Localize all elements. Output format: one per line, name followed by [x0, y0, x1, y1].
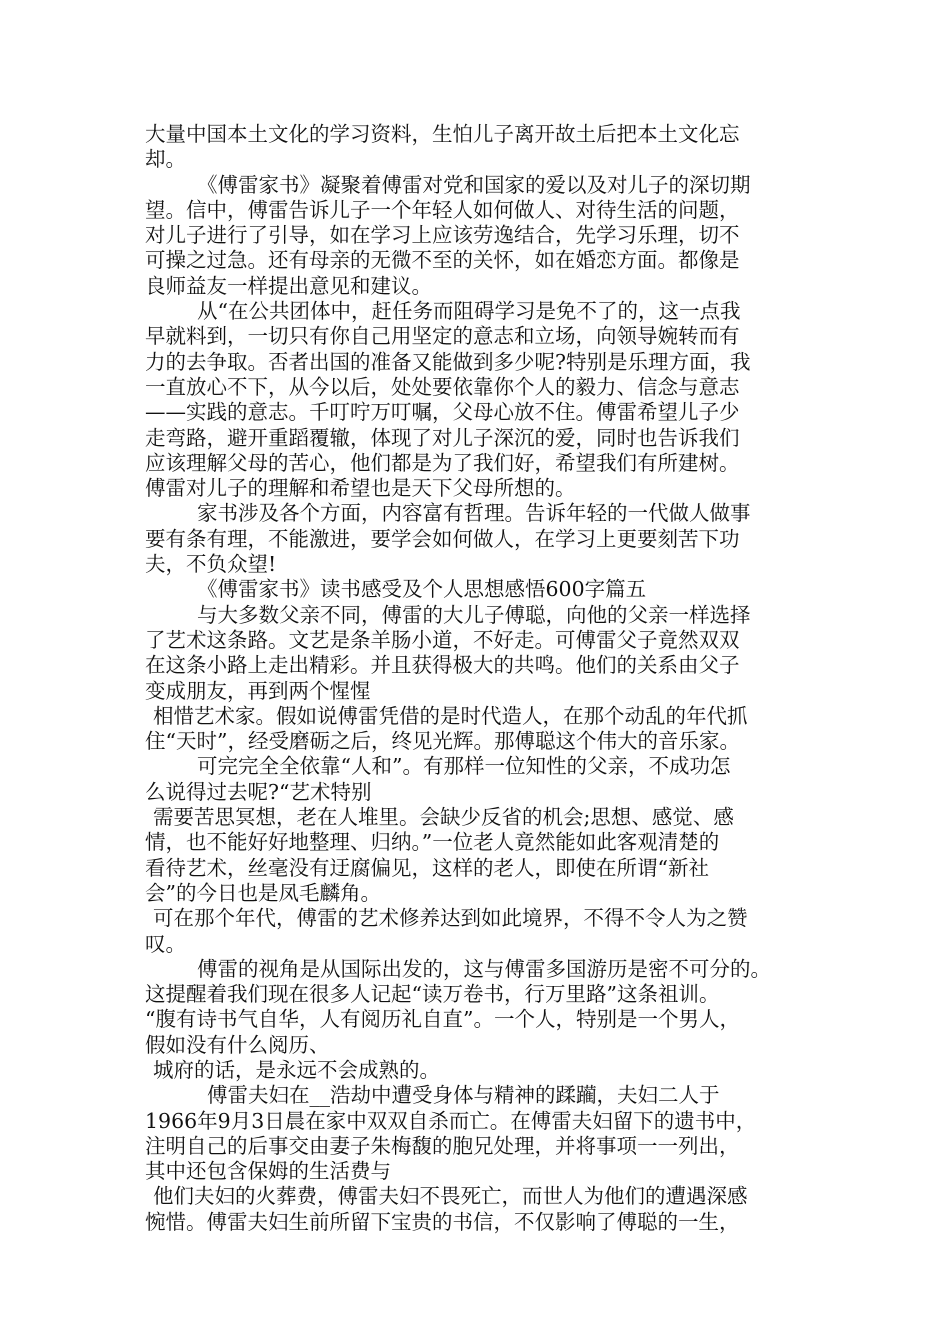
text-line: 傅雷对儿子的理解和希望也是天下父母所想的。 — [145, 476, 576, 501]
text-line: 这提醒着我们现在很多人记起“读万卷书，行万里路”这条祖训。 — [145, 982, 720, 1007]
text-line: 夫，不负众望! — [145, 552, 277, 577]
text-line: 可在那个年代，傅雷的艺术修养达到如此境界，不得不令人为之赞 — [153, 906, 748, 931]
text-line: 早就料到，一切只有你自己用坚定的意志和立场，向领导婉转而有 — [145, 324, 740, 349]
text-line: 却。 — [145, 147, 186, 172]
text-line: 假如没有什么阅历、 — [145, 1032, 330, 1057]
text-line: 注明自己的后事交由妻子朱梅馥的胞兄处理，并将事项一一列出， — [145, 1133, 740, 1158]
text-line: 力的去争取。否者出国的准备又能做到多少呢?特别是乐理方面，我 — [145, 349, 751, 374]
text-line: 大量中国本土文化的学习资料，生怕儿子离开故土后把本土文化忘 — [145, 122, 740, 146]
text-line: 望。信中，傅雷告诉儿子一个年轻人如何做人、对待生活的问题， — [145, 197, 740, 222]
text-line: 走弯路，避开重蹈覆辙，体现了对儿子深沉的爱，同时也告诉我们 — [145, 425, 740, 450]
text-line: 看待艺术，丝毫没有迂腐偏见，这样的老人，即使在所谓“新社 — [145, 855, 709, 880]
text-line: 相惜艺术家。假如说傅雷凭借的是时代造人，在那个动乱的年代抓 — [153, 703, 748, 728]
text-line: 应该理解父母的苦心，他们都是为了我们好，希望我们有所建树。 — [145, 450, 740, 475]
text-line: 其中还包含保姆的生活费与 — [145, 1159, 391, 1184]
text-line: 他们夫妇的火葬费，傅雷夫妇不畏死亡，而世人为他们的遭遇深感 — [153, 1184, 748, 1209]
text-line: 变成朋友，再到两个惺惺 — [145, 678, 371, 703]
paragraph-start: 从“在公共团体中，赶任务而阻碍学习是免不了的，这一点我 — [197, 299, 741, 324]
text-line: 一直放心不下，从今以后，处处要依靠你个人的毅力、信念与意志 — [145, 374, 740, 399]
text-line: 了艺术这条路。文艺是条羊肠小道，不好走。可傅雷父子竟然双双 — [145, 627, 740, 652]
paragraph-start: 傅雷的视角是从国际出发的，这与傅雷多国游历是密不可分的。 — [197, 956, 771, 981]
paragraph-start: 家书涉及各个方面，内容富有哲理。告诉年轻的一代做人做事 — [197, 501, 751, 526]
section-heading: 《傅雷家书》读书感受及个人思想感悟600字篇五 — [197, 577, 647, 602]
text-line: 要有条有理，不能激进，要学会如何做人，在学习上更要刻苦下功 — [145, 526, 740, 551]
text-line: 惋惜。傅雷夫妇生前所留下宝贵的书信，不仅影响了傅聪的一生， — [145, 1209, 740, 1234]
text-line: 在这条小路上走出精彩。并且获得极大的共鸣。他们的关系由父子 — [145, 653, 740, 678]
paragraph-start: 傅雷夫妇在__浩劫中遭受身体与精神的蹂躏，夫妇二人于 — [207, 1083, 720, 1108]
text-line: ——实践的意志。千叮咛万叮嘱，父母心放不住。傅雷希望儿子少 — [145, 400, 740, 425]
text-line: 良师益友一样提出意见和建议。 — [145, 273, 432, 298]
text-line: 叹。 — [145, 931, 186, 956]
text-line: “腹有诗书气自华，人有阅历礼自直”。一个人，特别是一个男人， — [145, 1007, 740, 1032]
paragraph-start: 《傅雷家书》凝聚着傅雷对党和国家的爱以及对儿子的深切期 — [197, 172, 751, 197]
text-line: 情，也不能好好地整理、归纳。”一位老人竟然能如此客观清楚的 — [145, 830, 720, 855]
paragraph-start: 可完完全全依靠“人和”。有那样一位知性的父亲，不成功怎 — [197, 754, 731, 779]
text-line: 么说得过去呢?“艺术特别 — [145, 779, 372, 804]
paragraph-start: 与大多数父亲不同，傅雷的大儿子傅聪，向他的父亲一样选择 — [197, 602, 751, 627]
text-line: 对儿子进行了引导，如在学习上应该劳逸结合，先学习乐理，切不 — [145, 223, 740, 248]
text-line: 需要苦思冥想，老在人堆里。会缺少反省的机会;思想、感觉、感 — [153, 805, 734, 830]
text-line: 可操之过急。还有母亲的无微不至的关怀，如在婚恋方面。都像是 — [145, 248, 740, 273]
text-line: 住“天时”，经受磨砺之后，终见光辉。那傅聪这个伟大的音乐家。 — [145, 729, 740, 754]
text-line: 城府的话，是永远不会成熟的。 — [153, 1057, 440, 1082]
document-body — [145, 122, 825, 1235]
text-line: 会”的今日也是凤毛麟角。 — [145, 880, 381, 905]
text-line: 1966年9月3日晨在家中双双自杀而亡。在傅雷夫妇留下的遗书中， — [145, 1108, 757, 1133]
